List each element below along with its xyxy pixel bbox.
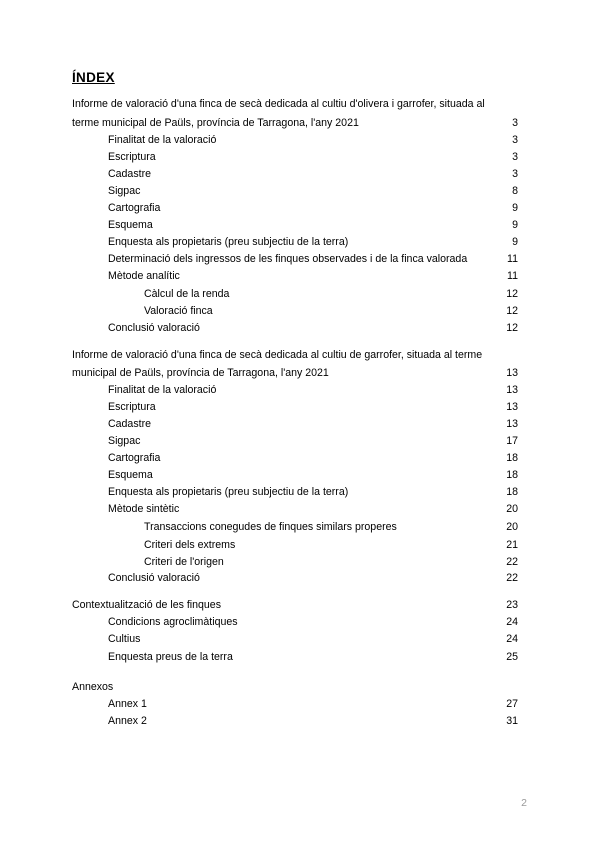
toc-page-number: 12: [506, 288, 518, 300]
toc-page-number: 3: [512, 168, 518, 180]
toc-entry[interactable]: Mètode sintètic: [108, 503, 180, 515]
toc-page-number: 11: [507, 270, 518, 282]
toc-page-number: 13: [506, 401, 518, 413]
toc-entry-report-2-line2[interactable]: municipal de Paüls, província de Tarragona, l'any 2021: [72, 367, 329, 379]
toc-entry[interactable]: Criteri de l'origen: [144, 556, 224, 568]
toc-entry[interactable]: Criteri dels extrems: [144, 539, 236, 551]
toc-page-number: 12: [506, 322, 518, 334]
toc-entry[interactable]: Esquema: [108, 219, 153, 231]
toc-page-number: 22: [506, 556, 518, 568]
toc-entry-report-1-line2[interactable]: terme municipal de Paüls, província de Tarragona, l'any 2021: [72, 117, 359, 129]
toc-page-number: 24: [506, 633, 518, 645]
toc-entry[interactable]: Cadastre: [108, 168, 151, 180]
toc-page-number: 23: [506, 599, 518, 611]
toc-entry[interactable]: Annex 2: [108, 715, 147, 727]
toc-page-number: 25: [506, 651, 518, 663]
toc-entry[interactable]: Conclusió valoració: [108, 322, 200, 334]
toc-entry[interactable]: Cartografia: [108, 202, 161, 214]
toc-page-number: 11: [507, 253, 518, 265]
toc-page-number: 20: [506, 521, 518, 533]
toc-entry[interactable]: Finalitat de la valoració: [108, 384, 217, 396]
toc-entry[interactable]: Mètode analític: [108, 270, 180, 282]
toc-entry[interactable]: Determinació dels ingressos de les finques observades i de la finca valorada: [108, 253, 468, 265]
toc-page-number: 31: [506, 715, 518, 727]
toc-page-number: 13: [506, 384, 518, 396]
toc-page-number: 9: [512, 236, 518, 248]
toc-entry[interactable]: Sigpac: [108, 185, 141, 197]
toc-page-number: 8: [512, 185, 518, 197]
toc-entry[interactable]: Cartografia: [108, 452, 161, 464]
toc-entry[interactable]: Enquesta als propietaris (preu subjectiu de la terra): [108, 236, 349, 248]
toc-entry[interactable]: Càlcul de la renda: [144, 288, 230, 300]
toc-entry[interactable]: Cadastre: [108, 418, 151, 430]
toc-page-number: 9: [512, 202, 518, 214]
toc-page-number: 13: [506, 367, 518, 379]
toc-entry[interactable]: Sigpac: [108, 435, 141, 447]
toc-page-number: 9: [512, 219, 518, 231]
toc-entry[interactable]: Valoració finca: [144, 305, 213, 317]
toc-page-number: 24: [506, 616, 518, 628]
toc-page-number: 3: [512, 117, 518, 129]
toc-entry-report-2-line1[interactable]: Informe de valoració d'una finca de secà dedicada al cultiu de garrofer, situada al terme: [72, 349, 483, 361]
toc-title: ÍNDEX: [72, 70, 115, 85]
toc-entry-annexes[interactable]: Annexos: [72, 681, 114, 693]
toc-page-number: 18: [506, 486, 518, 498]
toc-page-number: 18: [506, 452, 518, 464]
toc-entry-report-1-line1[interactable]: Informe de valoració d'una finca de secà dedicada al cultiu d'olivera i garrofer, situada al: [72, 98, 485, 110]
toc-page-number: 17: [506, 435, 518, 447]
footer-page-number: 2: [521, 797, 527, 809]
toc-entry[interactable]: Finalitat de la valoració: [108, 134, 217, 146]
toc-entry[interactable]: Enquesta als propietaris (preu subjectiu de la terra): [108, 486, 349, 498]
toc-entry[interactable]: Transaccions conegudes de finques similars properes: [144, 521, 397, 533]
toc-entry[interactable]: Condicions agroclimàtiques: [108, 616, 238, 628]
toc-entry[interactable]: Esquema: [108, 469, 153, 481]
toc-entry[interactable]: Escriptura: [108, 151, 156, 163]
toc-page-number: 13: [506, 418, 518, 430]
toc-entry[interactable]: Enquesta preus de la terra: [108, 651, 233, 663]
toc-page-number: 3: [512, 134, 518, 146]
toc-page-number: 20: [506, 503, 518, 515]
toc-page-number: 12: [506, 305, 518, 317]
toc-entry[interactable]: Escriptura: [108, 401, 156, 413]
toc-page-number: 18: [506, 469, 518, 481]
toc-page-number: 21: [506, 539, 518, 551]
toc-page-number: 3: [512, 151, 518, 163]
toc-entry[interactable]: Annex 1: [108, 698, 147, 710]
toc-entry[interactable]: Conclusió valoració: [108, 572, 200, 584]
toc-page-number: 22: [506, 572, 518, 584]
toc-page-number: 27: [506, 698, 518, 710]
toc-entry[interactable]: Cultius: [108, 633, 141, 645]
toc-entry-context[interactable]: Contextualització de les finques: [72, 599, 221, 611]
